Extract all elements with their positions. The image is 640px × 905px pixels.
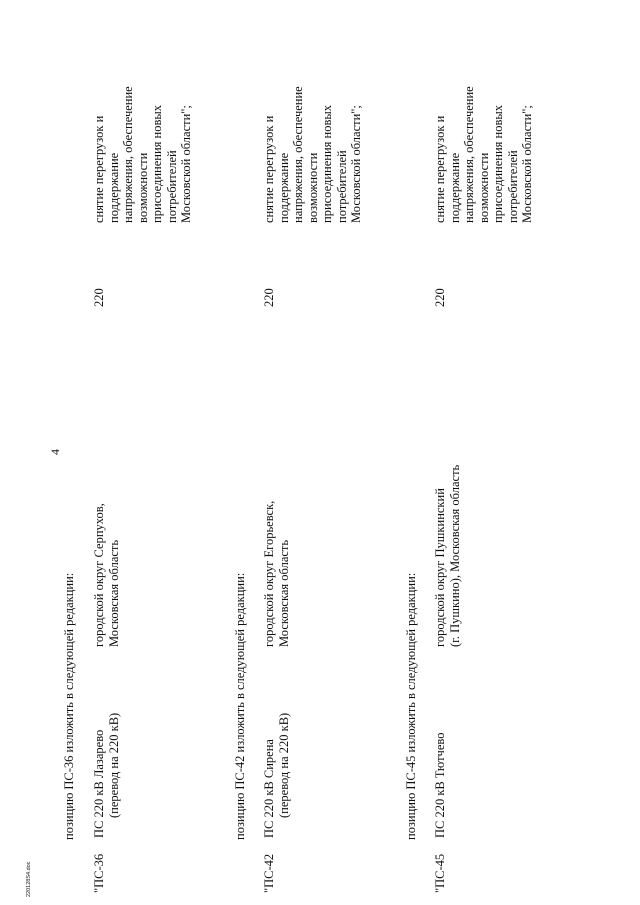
purpose-line: присоединения новых: [320, 105, 334, 223]
location-line: городской округ Егорьевск,: [262, 500, 276, 647]
document-filename: 220128S4.doc: [26, 861, 32, 897]
purpose-line: потребителей: [164, 150, 179, 223]
name-line: (перевод на 220 кВ): [106, 712, 121, 818]
purpose-line: снятие перегрузок и: [92, 115, 106, 223]
location-line: городской округ Серпухов,: [92, 503, 106, 647]
purpose-line: снятие перегрузок и: [433, 115, 447, 223]
purpose-line: возможности: [476, 152, 491, 223]
purpose-line: Московской области";: [349, 105, 363, 223]
name-line: ПС 220 кВ Лазарево: [92, 729, 106, 838]
location-line: Московская область: [106, 539, 121, 647]
purpose-line: напряжения, обеспечение: [291, 86, 305, 223]
location: [92, 503, 121, 647]
purpose-line: поддержание: [447, 152, 462, 223]
purpose-line: поддержание: [106, 152, 121, 223]
purpose-line: возможности: [135, 152, 150, 223]
name-line: (перевод на 220 кВ): [276, 712, 291, 818]
substation-name: [262, 713, 291, 838]
purpose-line: присоединения новых: [491, 105, 505, 223]
purpose: [262, 23, 364, 223]
section-intro: позицию ПС-42 изложить в следующей редакции:: [233, 572, 247, 840]
position-code: "ПС-42: [262, 853, 276, 893]
name-line: ПС 220 кВ Тютчево: [433, 732, 447, 838]
section-intro: позицию ПС-36 изложить в следующей редакции:: [62, 572, 76, 840]
location: [433, 465, 462, 647]
purpose-line: поддержание: [276, 152, 291, 223]
substation-name: [92, 713, 121, 838]
purpose: [433, 23, 535, 223]
purpose-line: Московской области";: [179, 105, 193, 223]
purpose-line: потребителей: [505, 150, 520, 223]
purpose-line: потребителей: [334, 150, 349, 223]
purpose-line: снятие перегрузок и: [262, 115, 276, 223]
location: [262, 501, 291, 647]
purpose-line: напряжения, обеспечение: [121, 86, 135, 223]
purpose: [92, 23, 194, 223]
purpose-line: возможности: [305, 152, 320, 223]
page-number: 4: [48, 449, 62, 455]
location-line: Московская область: [276, 539, 291, 647]
voltage: 220: [262, 288, 276, 307]
substation-name: [433, 733, 448, 838]
voltage: 220: [92, 288, 106, 307]
purpose-line: напряжения, обеспечение: [462, 86, 476, 223]
purpose-line: Московской области";: [520, 105, 534, 223]
position-code: "ПС-36: [92, 853, 106, 893]
section-intro: позицию ПС-45 изложить в следующей редакции:: [404, 572, 418, 840]
voltage: 220: [433, 288, 447, 307]
purpose-line: присоединения новых: [150, 105, 164, 223]
position-code: "ПС-45: [433, 853, 447, 893]
name-line: ПС 220 кВ Сирена: [262, 739, 276, 838]
location-line: (г. Пушкино), Московская область: [447, 464, 462, 647]
location-line: городской округ Пушкинский: [433, 488, 447, 647]
